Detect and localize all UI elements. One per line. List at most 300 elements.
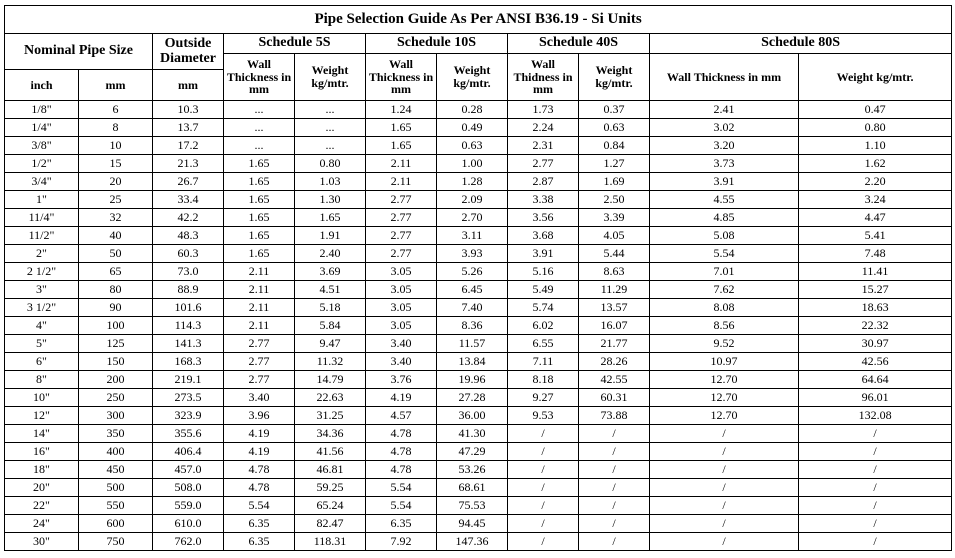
cell-sch5-wall: 4.78	[224, 461, 295, 479]
cell-outside-diameter: 88.9	[153, 281, 224, 299]
cell-sch5-wall: 1.65	[224, 245, 295, 263]
cell-sch5-wall: 2.11	[224, 281, 295, 299]
schedule-40s-header: Schedule 40S	[508, 34, 650, 54]
cell-inch: 10"	[5, 389, 79, 407]
cell-sch5-wall: ...	[224, 137, 295, 155]
cell-mm: 550	[79, 497, 153, 515]
cell-sch80-weight: /	[799, 425, 952, 443]
table-title: Pipe Selection Guide As Per ANSI B36.19 - Si Units	[5, 6, 952, 34]
cell-sch40-wall: 1.73	[508, 101, 579, 119]
cell-sch80-wall: /	[650, 425, 799, 443]
cell-sch40-weight: 0.63	[579, 119, 650, 137]
cell-sch10-wall: 2.77	[366, 245, 437, 263]
cell-sch5-wall: 6.35	[224, 515, 295, 533]
cell-mm: 150	[79, 353, 153, 371]
cell-sch40-weight: /	[579, 497, 650, 515]
cell-sch5-weight: 1.30	[295, 191, 366, 209]
cell-sch80-weight: /	[799, 443, 952, 461]
cell-mm: 6	[79, 101, 153, 119]
cell-sch80-wall: /	[650, 479, 799, 497]
cell-sch40-wall: 6.55	[508, 335, 579, 353]
cell-sch80-weight: 0.47	[799, 101, 952, 119]
cell-inch: 20"	[5, 479, 79, 497]
cell-mm: 32	[79, 209, 153, 227]
cell-sch10-wall: 5.54	[366, 497, 437, 515]
table-row	[5, 479, 952, 497]
table-row	[5, 137, 952, 155]
cell-sch5-weight: 0.80	[295, 155, 366, 173]
table-row	[5, 191, 952, 209]
cell-sch80-weight: /	[799, 533, 952, 551]
cell-sch40-weight: 16.07	[579, 317, 650, 335]
cell-sch10-wall: 1.65	[366, 119, 437, 137]
cell-sch40-weight: 1.27	[579, 155, 650, 173]
cell-sch10-weight: 7.40	[437, 299, 508, 317]
mm-unit-header: mm	[79, 70, 153, 101]
cell-sch10-weight: 147.36	[437, 533, 508, 551]
cell-sch80-weight: 96.01	[799, 389, 952, 407]
cell-mm: 25	[79, 191, 153, 209]
nominal-pipe-size-header: Nominal Pipe Size	[5, 34, 153, 70]
cell-sch80-wall: /	[650, 533, 799, 551]
cell-inch: 12"	[5, 407, 79, 425]
cell-sch80-weight: 132.08	[799, 407, 952, 425]
table-row	[5, 461, 952, 479]
cell-sch5-wall: 4.19	[224, 443, 295, 461]
cell-outside-diameter: 26.7	[153, 173, 224, 191]
cell-sch10-wall: 1.65	[366, 137, 437, 155]
cell-sch40-wall: 5.74	[508, 299, 579, 317]
cell-sch10-wall: 3.05	[366, 299, 437, 317]
cell-outside-diameter: 610.0	[153, 515, 224, 533]
cell-sch5-weight: ...	[295, 101, 366, 119]
cell-sch80-wall: 2.41	[650, 101, 799, 119]
cell-sch5-wall: 2.11	[224, 317, 295, 335]
cell-outside-diameter: 508.0	[153, 479, 224, 497]
cell-mm: 125	[79, 335, 153, 353]
cell-sch10-wall: 6.35	[366, 515, 437, 533]
cell-mm: 10	[79, 137, 153, 155]
cell-outside-diameter: 355.6	[153, 425, 224, 443]
cell-sch10-wall: 4.57	[366, 407, 437, 425]
cell-sch40-weight: 3.39	[579, 209, 650, 227]
table-row	[5, 245, 952, 263]
cell-sch5-weight: 4.51	[295, 281, 366, 299]
cell-sch40-weight: /	[579, 479, 650, 497]
cell-sch5-weight: 41.56	[295, 443, 366, 461]
cell-sch5-wall: ...	[224, 101, 295, 119]
cell-outside-diameter: 762.0	[153, 533, 224, 551]
cell-mm: 100	[79, 317, 153, 335]
table-row	[5, 119, 952, 137]
cell-sch40-wall: 3.91	[508, 245, 579, 263]
cell-sch40-wall: 3.56	[508, 209, 579, 227]
cell-sch80-wall: /	[650, 443, 799, 461]
cell-sch40-weight: 1.69	[579, 173, 650, 191]
cell-sch10-wall: 3.76	[366, 371, 437, 389]
cell-sch10-weight: 5.26	[437, 263, 508, 281]
cell-sch10-wall: 3.05	[366, 281, 437, 299]
cell-sch5-wall: 1.65	[224, 173, 295, 191]
table-row	[5, 533, 952, 551]
table-row	[5, 155, 952, 173]
cell-inch: 1/4"	[5, 119, 79, 137]
cell-sch40-wall: 2.87	[508, 173, 579, 191]
cell-sch80-wall: 12.70	[650, 389, 799, 407]
cell-sch80-wall: /	[650, 497, 799, 515]
cell-inch: 3"	[5, 281, 79, 299]
cell-sch5-weight: 59.25	[295, 479, 366, 497]
cell-sch80-weight: /	[799, 497, 952, 515]
cell-sch5-weight: 65.24	[295, 497, 366, 515]
cell-sch40-wall: /	[508, 497, 579, 515]
cell-inch: 5"	[5, 335, 79, 353]
cell-mm: 500	[79, 479, 153, 497]
cell-inch: 14"	[5, 425, 79, 443]
cell-sch10-weight: 0.63	[437, 137, 508, 155]
cell-inch: 3 1/2"	[5, 299, 79, 317]
cell-sch40-wall: 3.68	[508, 227, 579, 245]
cell-sch80-wall: 4.55	[650, 191, 799, 209]
cell-sch5-wall: 4.19	[224, 425, 295, 443]
table-body	[5, 101, 952, 551]
cell-outside-diameter: 60.3	[153, 245, 224, 263]
cell-sch5-wall: 3.40	[224, 389, 295, 407]
cell-sch80-weight: /	[799, 479, 952, 497]
cell-inch: 18"	[5, 461, 79, 479]
cell-outside-diameter: 406.4	[153, 443, 224, 461]
cell-inch: 1/8"	[5, 101, 79, 119]
cell-mm: 450	[79, 461, 153, 479]
cell-sch40-wall: 5.49	[508, 281, 579, 299]
outside-diameter-header: Outside Diameter	[153, 34, 224, 70]
cell-sch40-weight: 5.44	[579, 245, 650, 263]
cell-mm: 250	[79, 389, 153, 407]
cell-sch40-wall: /	[508, 425, 579, 443]
cell-sch10-wall: 2.77	[366, 209, 437, 227]
cell-sch5-wall: 3.96	[224, 407, 295, 425]
cell-mm: 80	[79, 281, 153, 299]
cell-outside-diameter: 457.0	[153, 461, 224, 479]
cell-sch80-wall: 5.08	[650, 227, 799, 245]
cell-sch40-wall: 9.53	[508, 407, 579, 425]
schedule-5s-header: Schedule 5S	[224, 34, 366, 54]
cell-sch40-weight: 28.26	[579, 353, 650, 371]
cell-sch5-weight: 31.25	[295, 407, 366, 425]
cell-inch: 2 1/2"	[5, 263, 79, 281]
cell-inch: 11/2"	[5, 227, 79, 245]
cell-inch: 6"	[5, 353, 79, 371]
cell-sch40-weight: 73.88	[579, 407, 650, 425]
sch40-wall-thickness-header: Wall Thidness in mm	[508, 54, 579, 101]
cell-sch10-weight: 27.28	[437, 389, 508, 407]
sch40-weight-header: Weight kg/mtr.	[579, 54, 650, 101]
cell-sch80-weight: 0.80	[799, 119, 952, 137]
cell-outside-diameter: 168.3	[153, 353, 224, 371]
cell-mm: 65	[79, 263, 153, 281]
cell-sch40-weight: 0.37	[579, 101, 650, 119]
table-row	[5, 209, 952, 227]
cell-sch5-weight: 82.47	[295, 515, 366, 533]
sch80-weight-header: Weight kg/mtr.	[799, 54, 952, 101]
cell-sch5-wall: 2.11	[224, 299, 295, 317]
table-row	[5, 425, 952, 443]
cell-sch80-weight: 4.47	[799, 209, 952, 227]
table-row	[5, 353, 952, 371]
inch-unit-header: inch	[5, 70, 79, 101]
cell-sch10-wall: 4.78	[366, 461, 437, 479]
cell-sch80-wall: 9.52	[650, 335, 799, 353]
cell-inch: 1"	[5, 191, 79, 209]
cell-sch5-weight: 5.18	[295, 299, 366, 317]
cell-sch80-weight: 15.27	[799, 281, 952, 299]
cell-sch10-wall: 2.11	[366, 173, 437, 191]
cell-sch10-weight: 0.49	[437, 119, 508, 137]
cell-sch10-wall: 5.54	[366, 479, 437, 497]
cell-mm: 50	[79, 245, 153, 263]
sch10-wall-thickness-header: Wall Thickness in mm	[366, 54, 437, 101]
cell-outside-diameter: 273.5	[153, 389, 224, 407]
cell-sch40-weight: /	[579, 533, 650, 551]
cell-sch10-weight: 13.84	[437, 353, 508, 371]
cell-sch40-wall: 2.77	[508, 155, 579, 173]
cell-inch: 8"	[5, 371, 79, 389]
cell-sch5-weight: 46.81	[295, 461, 366, 479]
cell-sch80-wall: 12.70	[650, 407, 799, 425]
cell-outside-diameter: 17.2	[153, 137, 224, 155]
cell-inch: 16"	[5, 443, 79, 461]
cell-sch40-wall: 9.27	[508, 389, 579, 407]
cell-sch10-weight: 0.28	[437, 101, 508, 119]
cell-sch5-weight: ...	[295, 137, 366, 155]
cell-sch10-weight: 1.00	[437, 155, 508, 173]
cell-outside-diameter: 73.0	[153, 263, 224, 281]
cell-sch5-wall: 6.35	[224, 533, 295, 551]
table-row	[5, 281, 952, 299]
cell-inch: 2"	[5, 245, 79, 263]
cell-sch40-weight: /	[579, 425, 650, 443]
table-row	[5, 443, 952, 461]
cell-mm: 40	[79, 227, 153, 245]
cell-sch80-wall: 7.62	[650, 281, 799, 299]
cell-mm: 200	[79, 371, 153, 389]
cell-sch5-weight: 22.63	[295, 389, 366, 407]
cell-outside-diameter: 323.9	[153, 407, 224, 425]
cell-sch80-weight: 42.56	[799, 353, 952, 371]
cell-mm: 15	[79, 155, 153, 173]
cell-mm: 300	[79, 407, 153, 425]
cell-sch40-weight: 60.31	[579, 389, 650, 407]
od-mm-unit-header: mm	[153, 70, 224, 101]
table-row	[5, 299, 952, 317]
cell-sch80-wall: /	[650, 461, 799, 479]
table-row	[5, 515, 952, 533]
cell-sch5-weight: 1.91	[295, 227, 366, 245]
cell-sch40-weight: 13.57	[579, 299, 650, 317]
cell-inch: 22"	[5, 497, 79, 515]
cell-sch10-weight: 36.00	[437, 407, 508, 425]
cell-sch40-wall: 7.11	[508, 353, 579, 371]
cell-sch40-wall: 8.18	[508, 371, 579, 389]
cell-sch80-weight: 64.64	[799, 371, 952, 389]
cell-sch80-wall: 8.56	[650, 317, 799, 335]
cell-outside-diameter: 13.7	[153, 119, 224, 137]
cell-sch40-weight: 0.84	[579, 137, 650, 155]
sch80-wall-thickness-header: Wall Thickness in mm	[650, 54, 799, 101]
cell-sch10-wall: 3.05	[366, 317, 437, 335]
cell-sch80-wall: 3.73	[650, 155, 799, 173]
cell-inch: 4"	[5, 317, 79, 335]
table-row	[5, 317, 952, 335]
cell-outside-diameter: 219.1	[153, 371, 224, 389]
cell-sch10-wall: 3.05	[366, 263, 437, 281]
cell-inch: 1/2"	[5, 155, 79, 173]
cell-outside-diameter: 42.2	[153, 209, 224, 227]
schedule-10s-header: Schedule 10S	[366, 34, 508, 54]
table-row	[5, 371, 952, 389]
sch10-weight-header: Weight kg/mtr.	[437, 54, 508, 101]
cell-sch10-weight: 53.26	[437, 461, 508, 479]
cell-inch: 24"	[5, 515, 79, 533]
cell-sch5-wall: 2.11	[224, 263, 295, 281]
cell-sch80-weight: 5.41	[799, 227, 952, 245]
cell-sch40-wall: 5.16	[508, 263, 579, 281]
cell-sch5-weight: 3.69	[295, 263, 366, 281]
cell-sch10-weight: 8.36	[437, 317, 508, 335]
cell-sch10-weight: 94.45	[437, 515, 508, 533]
cell-sch40-weight: 21.77	[579, 335, 650, 353]
cell-outside-diameter: 101.6	[153, 299, 224, 317]
cell-sch5-weight: 34.36	[295, 425, 366, 443]
cell-sch10-wall: 2.77	[366, 227, 437, 245]
cell-sch10-weight: 2.09	[437, 191, 508, 209]
cell-sch5-weight: 9.47	[295, 335, 366, 353]
cell-sch5-wall: ...	[224, 119, 295, 137]
cell-inch: 3/8"	[5, 137, 79, 155]
sch5-weight-header: Weight kg/mtr.	[295, 54, 366, 101]
cell-sch40-wall: /	[508, 443, 579, 461]
cell-sch10-wall: 3.40	[366, 353, 437, 371]
cell-outside-diameter: 48.3	[153, 227, 224, 245]
cell-sch80-wall: 3.02	[650, 119, 799, 137]
cell-sch5-weight: 118.31	[295, 533, 366, 551]
cell-sch5-wall: 1.65	[224, 155, 295, 173]
cell-sch80-weight: 1.62	[799, 155, 952, 173]
schedule-80s-header: Schedule 80S	[650, 34, 952, 54]
table-row	[5, 263, 952, 281]
cell-outside-diameter: 559.0	[153, 497, 224, 515]
table-row	[5, 335, 952, 353]
cell-inch: 3/4"	[5, 173, 79, 191]
cell-sch40-weight: 11.29	[579, 281, 650, 299]
cell-sch5-weight: 1.03	[295, 173, 366, 191]
cell-sch40-wall: /	[508, 479, 579, 497]
cell-sch80-wall: 4.85	[650, 209, 799, 227]
cell-sch10-weight: 6.45	[437, 281, 508, 299]
cell-sch80-weight: 7.48	[799, 245, 952, 263]
cell-inch: 30"	[5, 533, 79, 551]
cell-sch80-wall: /	[650, 515, 799, 533]
cell-sch80-weight: /	[799, 515, 952, 533]
cell-sch80-weight: /	[799, 461, 952, 479]
cell-sch5-wall: 1.65	[224, 227, 295, 245]
cell-sch10-weight: 11.57	[437, 335, 508, 353]
cell-sch10-weight: 3.11	[437, 227, 508, 245]
cell-sch80-weight: 3.24	[799, 191, 952, 209]
cell-mm: 600	[79, 515, 153, 533]
cell-sch10-weight: 75.53	[437, 497, 508, 515]
cell-sch5-wall: 5.54	[224, 497, 295, 515]
cell-sch40-weight: /	[579, 461, 650, 479]
cell-sch80-wall: 3.91	[650, 173, 799, 191]
cell-sch10-wall: 4.78	[366, 425, 437, 443]
cell-sch10-wall: 3.40	[366, 335, 437, 353]
cell-sch5-wall: 2.77	[224, 335, 295, 353]
cell-sch5-wall: 1.65	[224, 209, 295, 227]
cell-mm: 350	[79, 425, 153, 443]
cell-outside-diameter: 141.3	[153, 335, 224, 353]
table-row	[5, 497, 952, 515]
cell-mm: 20	[79, 173, 153, 191]
cell-sch40-wall: /	[508, 515, 579, 533]
cell-mm: 8	[79, 119, 153, 137]
cell-sch80-wall: 8.08	[650, 299, 799, 317]
cell-sch80-wall: 7.01	[650, 263, 799, 281]
cell-sch10-wall: 2.11	[366, 155, 437, 173]
cell-outside-diameter: 114.3	[153, 317, 224, 335]
cell-sch10-weight: 41.30	[437, 425, 508, 443]
table-row	[5, 173, 952, 191]
cell-sch40-wall: /	[508, 533, 579, 551]
cell-sch40-weight: 2.50	[579, 191, 650, 209]
cell-sch40-wall: 2.24	[508, 119, 579, 137]
cell-sch40-wall: 3.38	[508, 191, 579, 209]
cell-sch5-wall: 4.78	[224, 479, 295, 497]
cell-sch10-weight: 47.29	[437, 443, 508, 461]
cell-outside-diameter: 21.3	[153, 155, 224, 173]
cell-sch5-weight: 14.79	[295, 371, 366, 389]
cell-sch80-weight: 18.63	[799, 299, 952, 317]
cell-sch80-weight: 2.20	[799, 173, 952, 191]
cell-sch40-wall: 2.31	[508, 137, 579, 155]
cell-sch5-weight: 1.65	[295, 209, 366, 227]
cell-sch80-wall: 5.54	[650, 245, 799, 263]
cell-sch80-weight: 22.32	[799, 317, 952, 335]
cell-sch5-weight: ...	[295, 119, 366, 137]
cell-sch10-weight: 68.61	[437, 479, 508, 497]
cell-sch5-wall: 2.77	[224, 353, 295, 371]
cell-mm: 750	[79, 533, 153, 551]
cell-outside-diameter: 33.4	[153, 191, 224, 209]
table-row	[5, 227, 952, 245]
cell-mm: 90	[79, 299, 153, 317]
cell-inch: 11/4"	[5, 209, 79, 227]
cell-sch5-weight: 5.84	[295, 317, 366, 335]
cell-sch10-weight: 19.96	[437, 371, 508, 389]
cell-sch10-weight: 3.93	[437, 245, 508, 263]
cell-sch80-weight: 30.97	[799, 335, 952, 353]
cell-sch10-wall: 2.77	[366, 191, 437, 209]
pipe-selection-table	[4, 5, 952, 551]
cell-sch80-weight: 1.10	[799, 137, 952, 155]
cell-sch40-weight: 4.05	[579, 227, 650, 245]
cell-sch5-weight: 11.32	[295, 353, 366, 371]
cell-sch80-weight: 11.41	[799, 263, 952, 281]
cell-sch80-wall: 3.20	[650, 137, 799, 155]
cell-sch10-wall: 7.92	[366, 533, 437, 551]
cell-outside-diameter: 10.3	[153, 101, 224, 119]
cell-sch10-wall: 4.78	[366, 443, 437, 461]
